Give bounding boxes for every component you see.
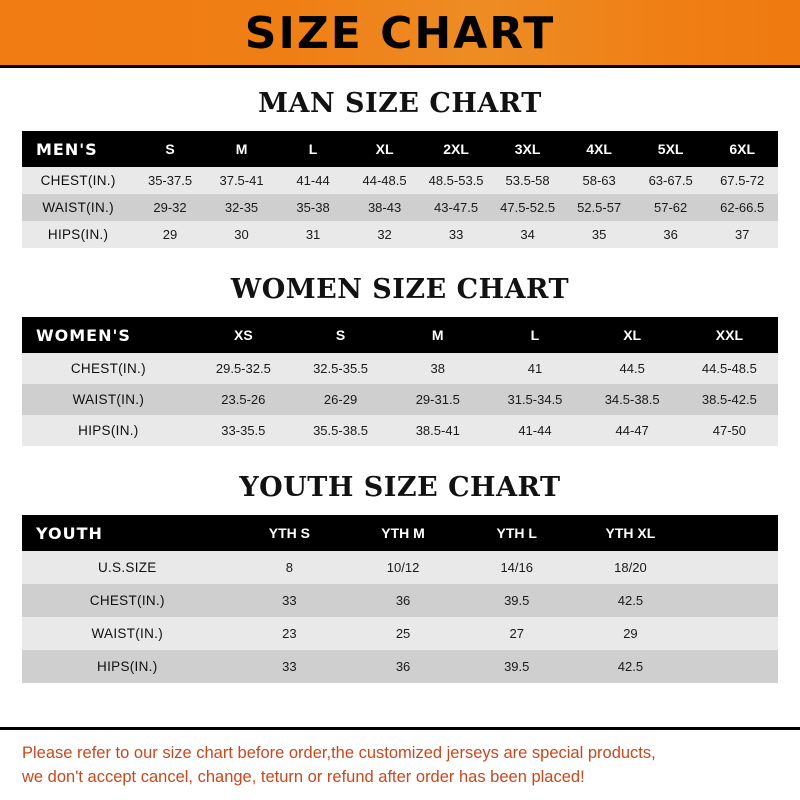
man-waist-4xl: 52.5-57 (577, 200, 622, 215)
women-col-4: L (530, 327, 540, 343)
women-hips-xxl: 47-50 (712, 423, 746, 438)
page-title: SIZE CHART (244, 8, 556, 59)
man-waist-3xl: 47.5-52.5 (500, 200, 556, 215)
table-row (22, 617, 778, 650)
table-row (22, 584, 778, 617)
man-col-7: 4XL (586, 141, 612, 157)
man-chest-s: 35-37.5 (147, 173, 193, 188)
youth-ussize-spacer (687, 551, 778, 584)
man-chest-4xl: 58-63 (582, 173, 616, 188)
women-row-label-waist: WAIST(IN.) (72, 392, 145, 407)
women-size-table (22, 317, 778, 446)
man-col-4: XL (375, 141, 394, 157)
man-size-table (22, 131, 778, 248)
youth-waist-l: 27 (509, 626, 524, 641)
footer-line-1: Please refer to our size chart before order,the customized jerseys are special products, (22, 744, 656, 763)
youth-waist-xl: 29 (623, 626, 638, 641)
youth-table-body (22, 551, 778, 683)
man-col-1: S (165, 141, 175, 157)
man-waist-s: 29-32 (153, 200, 187, 215)
man-hips-5xl: 36 (663, 227, 678, 242)
youth-hips-l: 39.5 (504, 659, 530, 674)
man-waist-2xl: 43-47.5 (434, 200, 479, 215)
man-waist-l: 35-38 (296, 200, 330, 215)
youth-chest-spacer (687, 584, 778, 617)
man-waist-xl: 38-43 (367, 200, 402, 215)
youth-ussize-m: 10/12 (386, 560, 420, 575)
youth-col-2: YTH M (381, 525, 425, 541)
man-hips-s: 29 (162, 227, 178, 242)
table-header-row (22, 515, 778, 551)
man-col-5: 2XL (443, 141, 469, 157)
man-hips-2xl: 33 (448, 227, 464, 242)
section-title-women: WOMEN SIZE CHART (230, 274, 570, 305)
table-row (22, 167, 778, 194)
youth-corner-label: YOUTH (36, 523, 103, 543)
youth-hips-s: 33 (282, 659, 297, 674)
women-hips-l: 41-44 (518, 423, 552, 438)
youth-chest-m: 36 (395, 593, 411, 608)
women-col-2: S (335, 327, 346, 343)
man-hips-m: 30 (234, 227, 249, 242)
man-chest-2xl: 48.5-53.5 (428, 173, 484, 188)
women-chest-l: 41 (527, 361, 543, 376)
youth-hips-spacer (687, 650, 778, 683)
table-row (22, 194, 778, 221)
man-row-label-hips: HIPS(IN.) (47, 227, 109, 242)
man-col-8: 5XL (657, 141, 684, 157)
man-hips-6xl: 37 (734, 227, 750, 242)
women-waist-xl: 34.5-38.5 (604, 392, 660, 407)
youth-waist-s: 23 (282, 626, 297, 641)
table-row (22, 221, 778, 248)
women-waist-s: 26-29 (323, 392, 358, 407)
women-waist-xs: 23.5-26 (221, 392, 266, 407)
youth-row-label-waist: WAIST(IN.) (91, 626, 164, 641)
women-col-3: M (431, 327, 444, 343)
women-col-6: XXL (715, 327, 743, 343)
header-banner (0, 0, 800, 68)
man-col-9: 6XL (729, 141, 756, 157)
women-hips-xl: 44-47 (615, 423, 649, 438)
footer-line-2: we don't accept cancel, change, teturn or refund after order has been placed! (22, 768, 585, 787)
women-table-body (22, 353, 778, 446)
youth-col-1: YTH S (268, 525, 310, 541)
youth-waist-spacer (687, 617, 778, 650)
women-waist-l: 31.5-34.5 (507, 392, 563, 407)
man-chest-xl: 44-48.5 (362, 173, 407, 188)
youth-waist-m: 25 (395, 626, 411, 641)
man-chest-6xl: 67.5-72 (720, 173, 765, 188)
man-chest-5xl: 63-67.5 (648, 173, 693, 188)
table-header-row (22, 131, 778, 167)
youth-col-4: YTH XL (605, 525, 656, 541)
man-chest-m: 37.5-41 (219, 173, 264, 188)
youth-ussize-s: 8 (285, 560, 293, 575)
youth-ussize-xl: 18/20 (614, 560, 647, 575)
table-row (22, 551, 778, 584)
section-title-man: MAN SIZE CHART (258, 88, 542, 119)
women-row-label-chest: CHEST(IN.) (70, 361, 146, 376)
man-table-header (22, 131, 778, 167)
women-waist-m: 29-31.5 (415, 392, 460, 407)
man-hips-l: 31 (305, 227, 321, 242)
women-col-5: XL (623, 327, 642, 343)
youth-col-spacer (687, 515, 778, 551)
youth-hips-m: 36 (395, 659, 411, 674)
man-waist-m: 32-35 (224, 200, 259, 215)
man-col-6: 3XL (514, 141, 541, 157)
women-row-label-hips: HIPS(IN.) (78, 423, 139, 438)
man-waist-6xl: 62-66.5 (720, 200, 765, 215)
youth-chest-l: 39.5 (504, 593, 530, 608)
women-waist-xxl: 38.5-42.5 (701, 392, 757, 407)
women-corner-label: WOMEN'S (36, 325, 131, 345)
women-col-1: XS (234, 327, 253, 343)
youth-chest-xl: 42.5 (617, 593, 644, 608)
women-chest-xxl: 44.5-48.5 (701, 361, 757, 376)
man-col-2: M (235, 141, 248, 157)
women-hips-s: 35.5-38.5 (313, 423, 369, 438)
man-row-label-waist: WAIST(IN.) (42, 200, 114, 215)
women-chest-xs: 29.5-32.5 (215, 361, 271, 376)
section-title-youth: YOUTH SIZE CHART (239, 472, 561, 503)
youth-ussize-l: 14/16 (500, 560, 533, 575)
man-hips-xl: 32 (377, 227, 392, 242)
man-col-3: L (308, 141, 318, 157)
man-chest-l: 41-44 (296, 173, 330, 188)
man-waist-5xl: 57-62 (654, 200, 688, 215)
women-chest-m: 38 (430, 361, 445, 376)
footer-disclaimer (0, 727, 800, 800)
youth-hips-xl: 42.5 (617, 659, 644, 674)
man-row-label-chest: CHEST(IN.) (40, 173, 116, 188)
youth-row-label-chest: CHEST(IN.) (89, 593, 165, 608)
youth-chest-s: 33 (282, 593, 297, 608)
table-row (22, 650, 778, 683)
youth-row-label-hips: HIPS(IN.) (97, 659, 158, 674)
man-corner-label: MEN'S (36, 139, 98, 159)
women-chest-s: 32.5-35.5 (313, 361, 369, 376)
youth-size-table (22, 515, 778, 683)
table-header-row (22, 317, 778, 353)
chart-content (0, 88, 800, 683)
man-hips-3xl: 34 (520, 227, 535, 242)
man-table-body (22, 167, 778, 248)
women-hips-m: 38.5-41 (415, 423, 460, 438)
youth-row-label-ussize: U.S.SIZE (97, 560, 157, 575)
women-hips-xs: 33-35.5 (221, 423, 266, 438)
youth-col-3: YTH L (496, 525, 537, 541)
table-row (22, 353, 778, 384)
man-hips-4xl: 35 (591, 227, 607, 242)
women-chest-xl: 44.5 (619, 361, 645, 376)
man-chest-3xl: 53.5-58 (505, 173, 550, 188)
table-row (22, 384, 778, 415)
table-row (22, 415, 778, 446)
youth-table-header (22, 515, 778, 551)
women-table-header (22, 317, 778, 353)
